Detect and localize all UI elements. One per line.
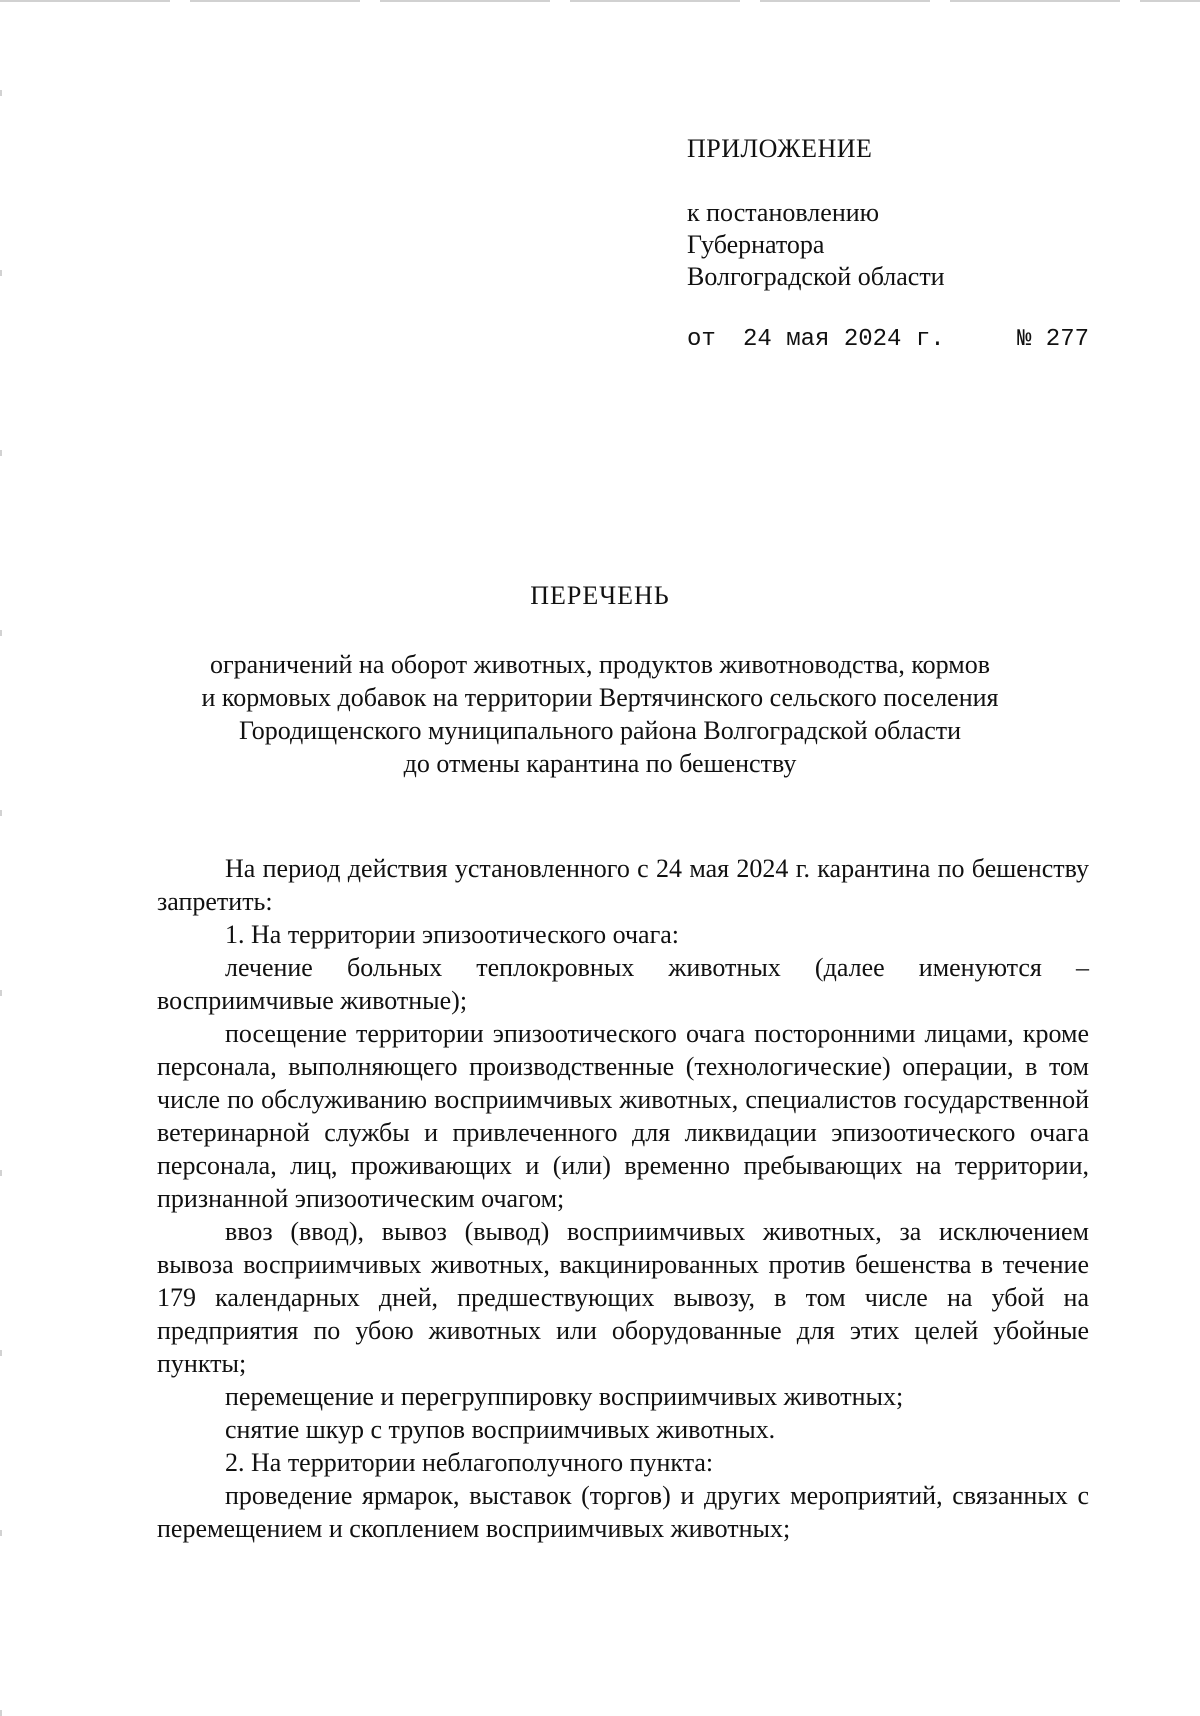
- paragraph-fairs: проведение ярмарок, выставок (торгов) и других мероприятий, связанных с перемещением и скоплением восприимчивых животных;: [157, 1481, 1089, 1543]
- date-prefix: от: [687, 326, 716, 353]
- document-number: № 277: [1017, 326, 1090, 353]
- appendix-line-2: Губернатора: [687, 230, 825, 259]
- subtitle-line-2: и кормовых добавок на территории Вертячинского сельского поселения: [201, 683, 999, 712]
- paragraph-treatment: лечение больных теплокровных животных (далее именуются – восприимчивые животные);: [157, 953, 1089, 1015]
- paragraph-section-2: 2. На территории неблагополучного пункта:: [225, 1448, 714, 1477]
- document-date: 24 мая 2024 г.: [743, 326, 945, 353]
- appendix-heading: ПРИЛОЖЕНИЕ: [687, 134, 873, 163]
- appendix-date-line: [687, 324, 1127, 356]
- subtitle-line-3: Городищенского муниципального района Волгоградской области: [238, 716, 962, 745]
- paragraph-intro: На период действия установленного с 24 мая 2024 г. карантина по бешенству запретить:: [157, 854, 1089, 916]
- subtitle-line-1: ограничений на оборот животных, продуктов животноводства, кормов: [210, 650, 990, 679]
- document-subtitle: [100, 648, 1100, 780]
- appendix-block: [687, 133, 1127, 356]
- document-body: [157, 852, 1089, 1545]
- paragraph-skinning: снятие шкур с трупов восприимчивых животных.: [225, 1415, 776, 1444]
- subtitle-line-4: до отмены карантина по бешенству: [403, 749, 797, 778]
- paragraph-regrouping: перемещение и перегруппировку восприимчивых животных;: [225, 1382, 904, 1411]
- scan-edge-left: [0, 0, 2, 1716]
- paragraph-import-export: ввоз (ввод), вывоз (вывод) восприимчивых животных, за исключением вывоза восприимчивых животных, вакцинированных против бешенства в течение 179 календарных дней, предшествующих вывозу, в том числе на убой на предприятия по убою животных или оборудованные для этих целей убойные пункты;: [157, 1217, 1089, 1378]
- appendix-line-1: к постановлению: [687, 198, 880, 227]
- appendix-line-3: Волгоградской области: [687, 262, 945, 291]
- paragraph-visits: посещение территории эпизоотического очага посторонними лицами, кроме персонала, выполняющего производственные (технологические) операции, в том числе по обслуживанию восприимчивых животных, специалистов государственной ветеринарной службы и привлеченного для ликвидации эпизоотического очага персонала, лиц, проживающих и (или) временно пребывающих на территории, признанной эпизоотическим очагом;: [157, 1019, 1089, 1213]
- scan-edge-top: [0, 0, 1200, 2]
- document-title: ПЕРЕЧЕНЬ: [530, 581, 670, 610]
- paragraph-section-1: 1. На территории эпизоотического очага:: [225, 920, 680, 949]
